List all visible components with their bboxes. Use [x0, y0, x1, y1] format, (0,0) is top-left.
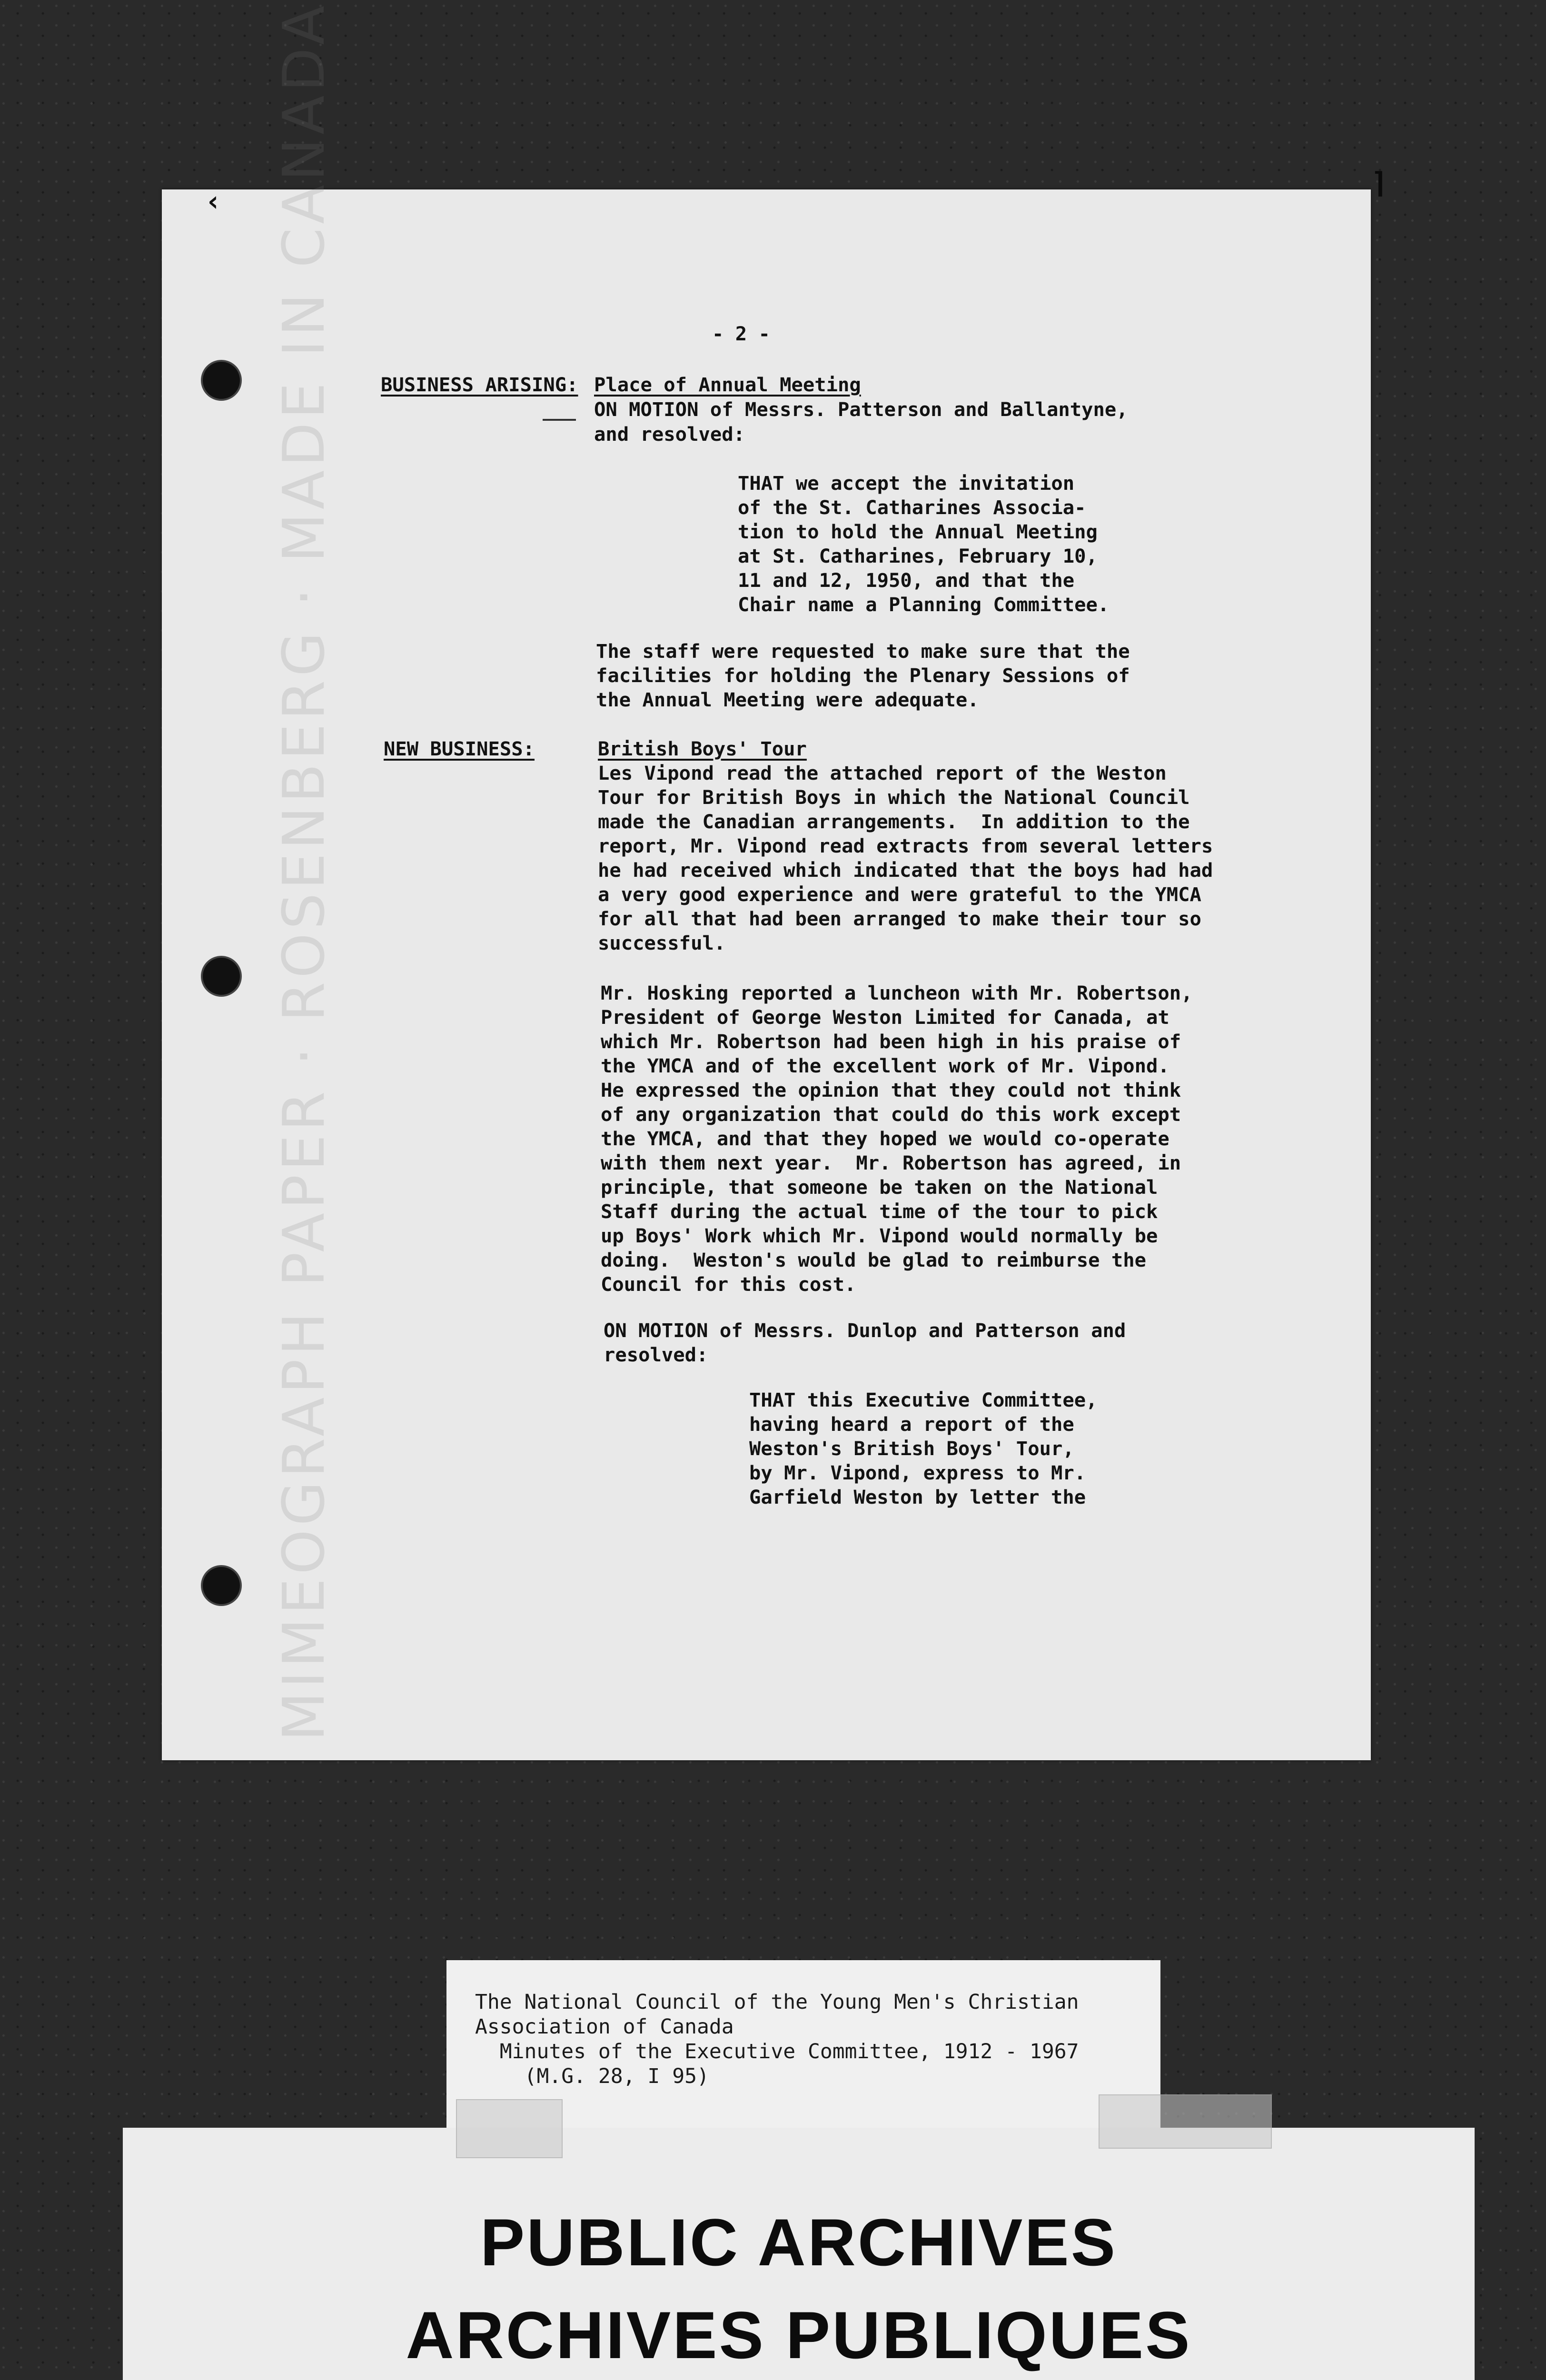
paragraph-line: successful. — [598, 932, 726, 954]
label-line: The National Council of the Young Men's Christian — [475, 1990, 1079, 2014]
paragraph-line: principle, that someone be taken on the National — [601, 1176, 1158, 1199]
business-arising-subject: Place of Annual Meeting — [594, 373, 861, 396]
mimeograph-watermark: MIMEOGRAPH PAPER · ROSENBERG · MADE IN CANADA — [271, 2, 337, 1741]
margin-dash — [543, 419, 576, 421]
paragraph-line: doing. Weston's would be glad to reimburse the — [601, 1249, 1147, 1271]
paragraph-line: Les Vipond read the attached report of the Weston — [598, 762, 1167, 784]
paragraph-line: Tour for British Boys in which the National Council — [598, 786, 1190, 809]
paragraph-line: with them next year. Mr. Robertson has agreed, in — [601, 1151, 1181, 1174]
resolution-line: Weston's British Boys' Tour, — [749, 1437, 1074, 1460]
paragraph-line: the YMCA, and that they hoped we would co-operate — [601, 1127, 1169, 1150]
punch-hole-middle — [201, 956, 242, 997]
paragraph-line: which Mr. Robertson had been high in his praise of — [601, 1030, 1181, 1053]
corner-mark-right: ⌉ — [1371, 167, 1388, 200]
motion-line: and resolved: — [594, 423, 745, 446]
public-archives-stamp — [123, 2128, 1475, 2380]
paragraph-line: Mr. Hosking reported a luncheon with Mr. Robertson, — [601, 982, 1193, 1004]
paragraph-line: report, Mr. Vipond read extracts from several letters — [598, 834, 1213, 857]
label-line: Association of Canada — [475, 2015, 734, 2039]
new-business-heading: NEW BUSINESS: — [384, 737, 535, 760]
document-page — [162, 2, 1371, 1760]
resolution-line: of the St. Catharines Associa- — [738, 496, 1086, 519]
motion-line: ON MOTION of Messrs. Dunlop and Patterson and — [604, 1319, 1126, 1342]
archives-line-french: ARCHIVES PUBLIQUES — [406, 2298, 1192, 2372]
page-number: - 2 - — [712, 322, 770, 345]
punch-hole-bottom — [201, 1565, 242, 1606]
staff-note-line: facilities for holding the Plenary Sessions of — [596, 664, 1130, 687]
resolution-line: by Mr. Vipond, express to Mr. — [749, 1461, 1086, 1484]
paragraph-line: up Boys' Work which Mr. Vipond would normally be — [601, 1224, 1158, 1247]
paragraph-line: Council for this cost. — [601, 1273, 856, 1296]
resolution-line: 11 and 12, 1950, and that the — [738, 569, 1075, 592]
punch-hole-top — [201, 360, 242, 401]
paragraph-line: the YMCA and of the excellent work of Mr. Vipond. — [601, 1054, 1169, 1077]
label-line: (M.G. 28, I 95) — [475, 2064, 709, 2088]
resolution-line: tion to hold the Annual Meeting — [738, 520, 1098, 543]
paragraph-line: he had received which indicated that the boys had had — [598, 859, 1213, 882]
tape-strip — [1099, 2094, 1272, 2149]
resolution-line: THAT this Executive Committee, — [749, 1388, 1098, 1411]
resolution-line: Garfield Weston by letter the — [749, 1486, 1086, 1508]
paragraph-line: for all that had been arranged to make their tour so — [598, 907, 1201, 930]
paragraph-line: a very good experience and were grateful to the YMCA — [598, 883, 1201, 906]
label-line: Minutes of the Executive Committee, 1912 - 1967 — [475, 2040, 1079, 2063]
motion-line: resolved: — [604, 1343, 708, 1366]
paragraph-line: of any organization that could do this work except — [601, 1103, 1181, 1126]
new-business-subject: British Boys' Tour — [598, 737, 807, 760]
resolution-line: THAT we accept the invitation — [738, 472, 1075, 495]
archives-line-english: PUBLIC ARCHIVES — [480, 2205, 1118, 2280]
paragraph-line: Staff during the actual time of the tour to pick — [601, 1200, 1158, 1223]
business-arising-heading: BUSINESS ARISING: — [381, 373, 578, 396]
paragraph-line: He expressed the opinion that they could not think — [601, 1079, 1181, 1101]
paragraph-line: made the Canadian arrangements. In addition to the — [598, 810, 1190, 833]
resolution-line: at St. Catharines, February 10, — [738, 545, 1098, 567]
paragraph-line: President of George Weston Limited for Canada, at — [601, 1006, 1169, 1029]
staff-note-line: The staff were requested to make sure that the — [596, 640, 1130, 663]
tape-strip — [456, 2099, 563, 2158]
corner-mark-left: ‹ — [205, 185, 222, 218]
motion-line: ON MOTION of Messrs. Patterson and Ballantyne, — [594, 398, 1128, 421]
staff-note-line: the Annual Meeting were adequate. — [596, 688, 979, 711]
resolution-line: having heard a report of the — [749, 1413, 1074, 1436]
resolution-line: Chair name a Planning Committee. — [738, 593, 1110, 616]
